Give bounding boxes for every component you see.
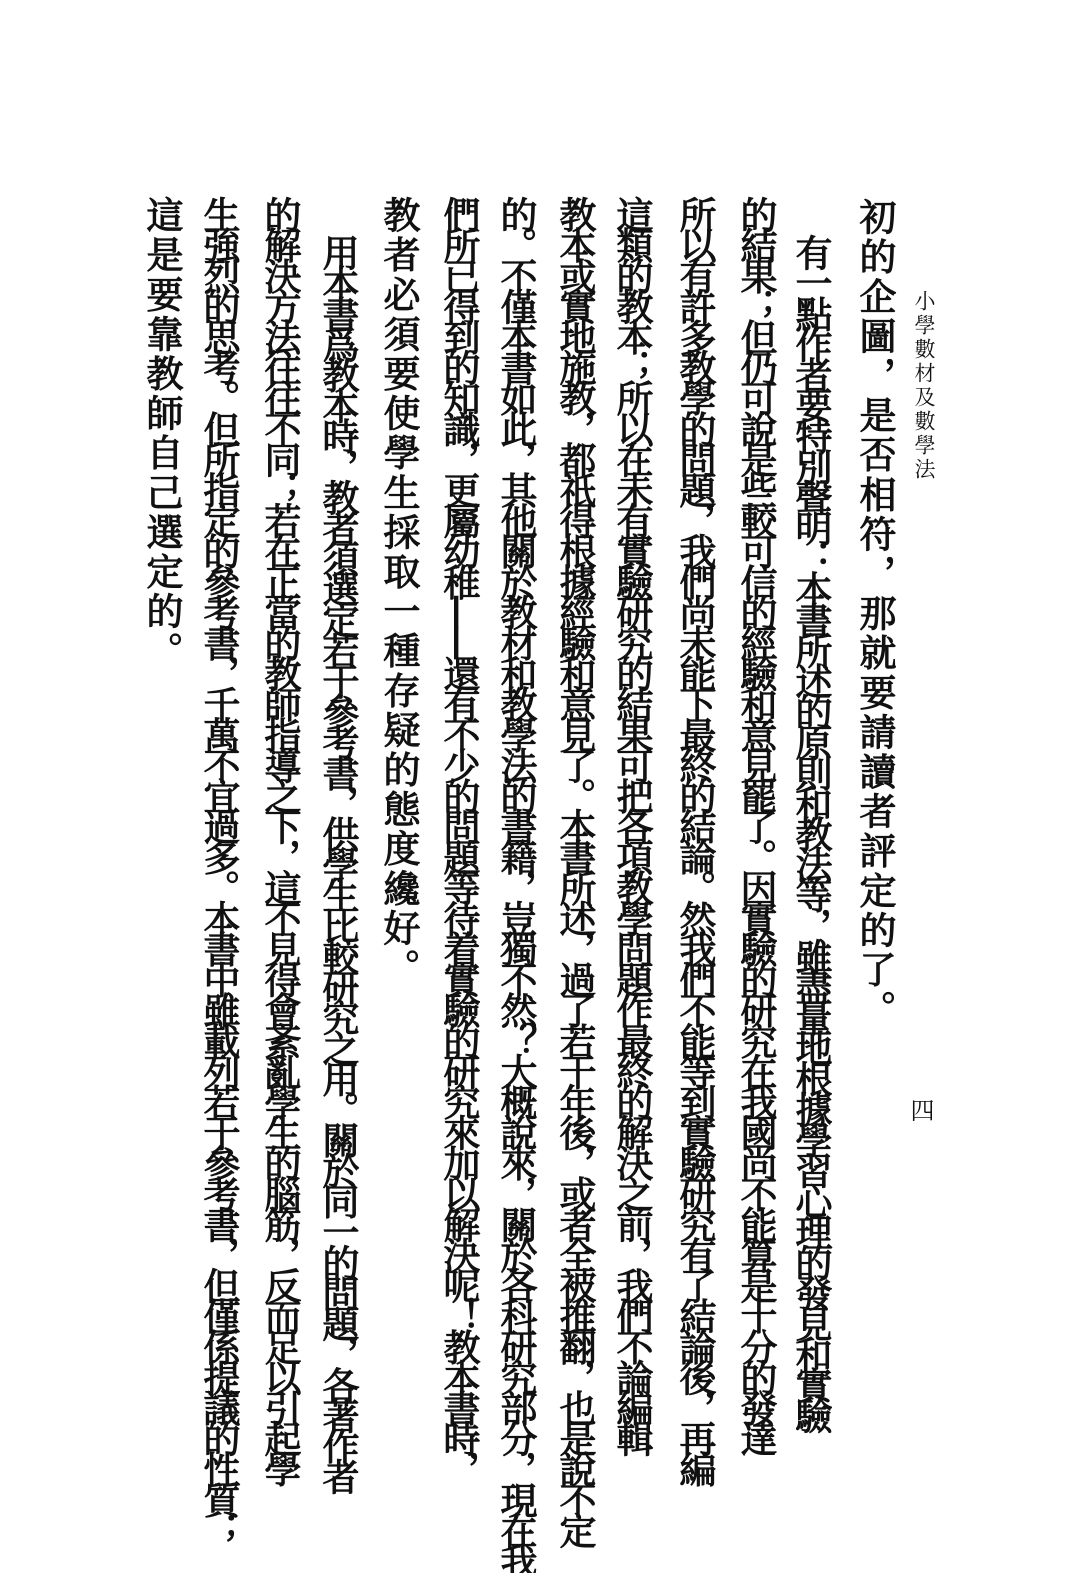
text-column: 用本書爲教本時，教者須選定若干參考書，供學生比較研究之用。關於同一的問題，各著作者 (316, 234, 360, 1489)
text-column: 這是要靠教師自己選定的。 (140, 196, 184, 672)
text-column: 初的企圖，是否相符，那就要請讀者評定的了。 (853, 198, 897, 1030)
text-column: 所以有許多教學的問題，我們尚未能下最終的結論。然我們不能等到實驗研究有了結論後，再編 (673, 196, 717, 1482)
text-column: 的。不僅本書如此，其他關於教材和教學法的書籍，豈獨不然？大概說來，關於各科研究部分，現在我 (494, 196, 538, 1573)
text-column: 教者必須要使學生採取一種存疑的態度纔好。 (377, 196, 421, 988)
text-column: 的結果；但仍可說是些較可信的經驗和意見罷了。因實驗的研究在我國尚不能算是十分的發達 (734, 196, 778, 1451)
text-column: 這類的教本；所以在未有實驗研究的結果可把各項教學問題作最終的解決之前，我們不論編輯 (610, 196, 654, 1451)
running-header: 小學數材及數學法 (912, 290, 936, 482)
text-column: 教本或實地施教，都祇得根據經驗和意見了。本書所述，過了若干年後，或者全被推翻，也是說不定 (553, 196, 597, 1543)
text-column: 生強烈的思考。但所指定的參考書，千萬不宜過多。本書中雖載列若干參考書，但僅係提議的性質； (197, 196, 241, 1543)
text-column: 的解決方法往往不同；若在正當的教師指導之下，這不見得會紊亂學生的腦筋，反而足以引起學 (258, 196, 302, 1482)
page-number: 四 (906, 1098, 934, 1122)
text-column: 有一點作者要特別聲明：本書所述的原則和教法等，雖盡量地根據學習心理的發見和實驗 (789, 234, 833, 1428)
text-column: 們所已得到的知識，更屬幼稚——還有不少的問題等待着實驗的研究來加以解決呢！教本書時， (437, 196, 481, 1482)
